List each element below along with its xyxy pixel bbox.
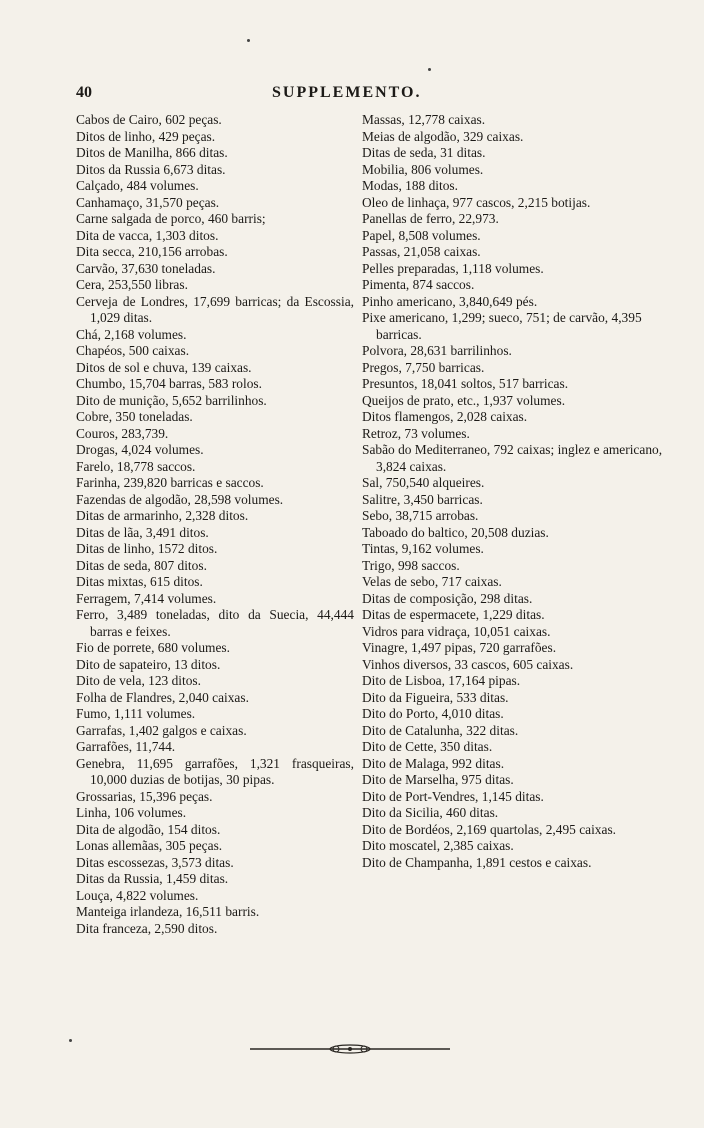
left-column-entry: Cerveja de Londres, 17,699 barricas; da Escossia, 1,029 ditas. <box>76 293 354 325</box>
right-column-entry: Velas de sebo, 717 caixas. <box>362 574 502 589</box>
left-column-entry: Ferro, 3,489 toneladas, dito da Suecia, 44,444 barras e feixes. <box>76 607 354 639</box>
right-column-entry: Dito de Port-Vendres, 1,145 ditas. <box>362 788 544 804</box>
left-column-entry: Chumbo, 15,704 barras, 583 rolos. <box>76 376 262 391</box>
right-column-entry: Taboado do baltico, 20,508 duzias. <box>362 524 549 540</box>
left-column-entry: Cobre, 350 toneladas. <box>76 409 193 424</box>
right-column-entry: Vinagre, 1,497 pipas, 720 garrafões. <box>362 640 557 655</box>
left-column-entry: Ditas da Russia, 1,459 ditas. <box>76 871 229 886</box>
right-column-entry: Pelles preparadas, 1,118 volumes. <box>362 260 544 276</box>
left-column-entry: Fazendas de algodão, 28,598 volumes. <box>76 491 284 507</box>
right-column-entry: Dito do Porto, 4,010 ditas. <box>362 706 504 721</box>
right-column-entry: Oleo de linhaça, 977 cascos, 2,215 botijas. <box>362 194 591 210</box>
left-column-entry: Dito de sapateiro, 13 ditos. <box>76 656 221 672</box>
left-column-entry: Couros, 283,739. <box>76 425 169 441</box>
right-column-entry: Sebo, 38,715 arrobas. <box>362 508 479 523</box>
left-column-entry: Ditas de armarinho, 2,328 ditos. <box>76 508 249 523</box>
right-column <box>362 112 674 871</box>
left-column-entry: Folha de Flandres, 2,040 caixas. <box>76 689 249 705</box>
right-column-entry: Retroz, 73 volumes. <box>362 425 470 441</box>
left-column-entry: Fumo, 1,111 volumes. <box>76 706 196 721</box>
page-header <box>76 84 636 106</box>
right-column-entry: Meias de algodão, 329 caixas. <box>362 128 524 144</box>
ink-speck <box>69 1039 72 1042</box>
ink-speck <box>428 68 431 71</box>
right-column-entry: Dito moscatel, 2,385 caixas. <box>362 838 514 853</box>
left-column-entry: Linha, 106 volumes. <box>76 805 187 820</box>
left-column-entry: Dita secca, 210,156 arrobas. <box>76 244 228 259</box>
right-column-entry: Dito de Marselha, 975 ditas. <box>362 772 514 787</box>
left-column-entry: Calçado, 484 volumes. <box>76 178 199 193</box>
left-column-entry: Louça, 4,822 volumes. <box>76 887 199 903</box>
right-column-entry: Dito de Champanha, 1,891 cestos e caixas. <box>362 854 592 870</box>
left-column-entry: Garrafões, 11,744. <box>76 739 176 754</box>
left-column-entry: Chá, 2,168 volumes. <box>76 326 187 342</box>
right-column-entry: Ditos flamengos, 2,028 caixas. <box>362 409 528 424</box>
right-column-entry: Sabão do Mediterraneo, 792 caixas; inglez e americano, 3,824 caixas. <box>362 442 663 474</box>
left-column-entry: Farinha, 239,820 barricas e saccos. <box>76 475 264 490</box>
right-column-entry: Dito de Catalunha, 322 ditas. <box>362 722 519 738</box>
left-column <box>76 112 354 937</box>
right-column-entry: Vinhos diversos, 33 cascos, 605 caixas. <box>362 656 574 672</box>
left-column-entry: Fio de porrete, 680 volumes. <box>76 640 230 655</box>
right-column-entry: Passas, 21,058 caixas. <box>362 244 481 259</box>
left-column-entry: Grossarias, 15,396 peças. <box>76 788 213 804</box>
left-column-entry: Cabos de Cairo, 602 peças. <box>76 112 222 127</box>
left-column-entry: Lonas allemãas, 305 peças. <box>76 838 223 853</box>
left-column-entry: Canhamaço, 31,570 peças. <box>76 194 220 210</box>
left-column-entry: Ditas de lãa, 3,491 ditos. <box>76 524 209 540</box>
right-column-entry: Vidros para vidraça, 10,051 caixas. <box>362 623 551 639</box>
right-column-entry: Presuntos, 18,041 soltos, 517 barricas. <box>362 376 569 391</box>
right-column-entry: Dito de Malaga, 992 ditas. <box>362 755 505 771</box>
left-column-entry: Dita de algodão, 154 ditos. <box>76 821 221 837</box>
left-column-entry: Genebra, 11,695 garrafões, 1,321 frasqueiras, 10,000 duzias de botijas, 30 pipas. <box>76 755 354 787</box>
left-column-entry: Dito de munição, 5,652 barrilinhos. <box>76 392 267 408</box>
right-column-entry: Polvora, 28,631 barrilinhos. <box>362 343 512 358</box>
left-column-entry: Drogas, 4,024 volumes. <box>76 442 204 457</box>
left-column-entry: Chapéos, 500 caixas. <box>76 343 190 358</box>
left-column-entry: Ditas de seda, 807 ditos. <box>76 557 207 573</box>
left-column-entry: Farelo, 18,778 saccos. <box>76 458 196 474</box>
left-column-entry: Ditas de linho, 1572 ditos. <box>76 541 218 556</box>
left-column-entry: Ditos da Russia 6,673 ditas. <box>76 161 226 177</box>
right-column-entry: Dito de Bordéos, 2,169 quartolas, 2,495 caixas. <box>362 821 617 837</box>
right-column-entry: Pixe americano, 1,299; sueco, 751; de carvão, 4,395 barricas. <box>362 310 642 342</box>
right-column-entry: Pimenta, 874 saccos. <box>362 277 475 292</box>
right-column-entry: Ditas de composição, 298 ditas. <box>362 590 533 606</box>
right-column-entry: Trigo, 998 saccos. <box>362 557 460 573</box>
right-column-entry: Ditas de espermacete, 1,229 ditas. <box>362 607 545 622</box>
running-title: SUPPLEMENTO. <box>272 84 422 101</box>
left-column-entry: Ditos de Manilha, 866 ditas. <box>76 145 228 160</box>
right-column-entry: Pinho americano, 3,840,649 pés. <box>362 293 538 309</box>
right-column-entry: Panellas de ferro, 22,973. <box>362 211 499 226</box>
right-column-entry: Dito de Lisboa, 17,164 pipas. <box>362 673 521 688</box>
right-column-entry: Dito de Cette, 350 ditas. <box>362 739 493 754</box>
left-column-entry: Carvão, 37,630 toneladas. <box>76 260 216 276</box>
right-column-entry: Massas, 12,778 caixas. <box>362 112 486 127</box>
right-column-entry: Tintas, 9,162 volumes. <box>362 541 484 556</box>
right-column-entry: Salitre, 3,450 barricas. <box>362 491 483 507</box>
right-column-entry: Ditas de seda, 31 ditas. <box>362 145 486 160</box>
right-column-entry: Pregos, 7,750 barricas. <box>362 359 485 375</box>
left-column-entry: Ditas mixtas, 615 ditos. <box>76 574 203 589</box>
right-column-entry: Queijos de prato, etc., 1,937 volumes. <box>362 392 566 408</box>
page-number: 40 <box>76 84 92 101</box>
left-column-entry: Garrafas, 1,402 galgos e caixas. <box>76 722 247 738</box>
left-column-entry: Ditos de sol e chuva, 139 caixas. <box>76 359 252 375</box>
left-column-entry: Carne salgada de porco, 460 barris; <box>76 211 266 226</box>
ink-speck <box>247 39 250 42</box>
left-column-entry: Manteiga irlandeza, 16,511 barris. <box>76 904 260 919</box>
left-column-entry: Ditas escossezas, 3,573 ditas. <box>76 854 234 870</box>
left-column-entry: Dito de vela, 123 ditos. <box>76 673 201 688</box>
left-column-entry: Ditos de linho, 429 peças. <box>76 128 216 144</box>
ornamental-divider <box>250 1043 450 1055</box>
right-column-entry: Dito da Sicilia, 460 ditas. <box>362 805 499 820</box>
right-column-entry: Dito da Figueira, 533 ditas. <box>362 689 509 705</box>
right-column-entry: Mobilia, 806 volumes. <box>362 161 484 177</box>
left-column-entry: Ferragem, 7,414 volumes. <box>76 590 217 606</box>
left-column-entry: Cera, 253,550 libras. <box>76 277 188 292</box>
left-column-entry: Dita de vacca, 1,303 ditos. <box>76 227 219 243</box>
right-column-entry: Modas, 188 ditos. <box>362 178 458 193</box>
right-column-entry: Sal, 750,540 alqueires. <box>362 475 485 490</box>
left-column-entry: Dita franceza, 2,590 ditos. <box>76 920 218 936</box>
right-column-entry: Papel, 8,508 volumes. <box>362 227 481 243</box>
